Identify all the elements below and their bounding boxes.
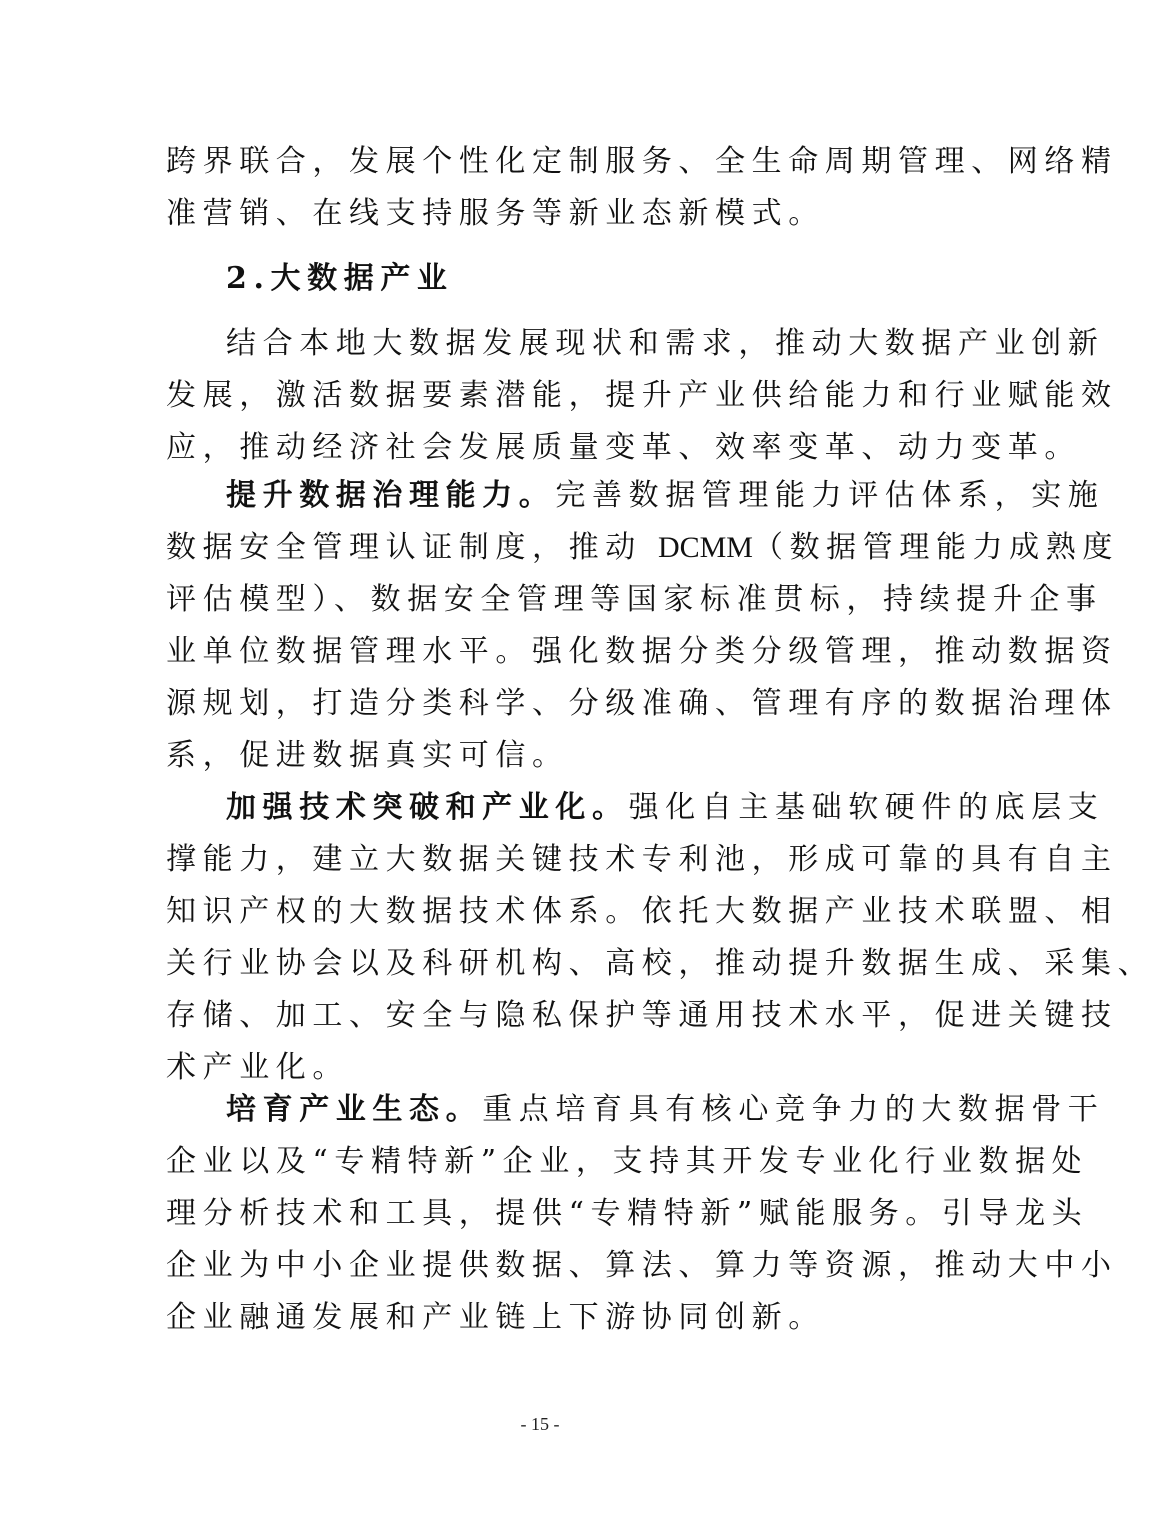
paragraph-1-line-2: 准营销、在线支持服务等新业态新模式。 <box>166 196 825 231</box>
paragraph-5-line-1 <box>226 1084 1105 1136</box>
paragraph-3-bold-lead: 提升数据治理能力。 <box>226 478 556 513</box>
paragraph-4-line-1 <box>226 782 1105 834</box>
paragraph-5-bold-lead: 培育产业生态。 <box>226 1092 483 1127</box>
paragraph-2-line-3: 应，推动经济社会发展质量变革、效率变革、动力变革。 <box>166 430 1081 465</box>
paragraph-2-line-1: 结合本地大数据发展现状和需求，推动大数据产业创新 <box>226 326 1105 361</box>
paragraph-3-line-6: 系，促进数据真实可信。 <box>166 738 569 773</box>
paragraph-4-line-3: 知识产权的大数据技术体系。依托大数据产业技术联盟、相 <box>166 894 1118 929</box>
paragraph-3-line-3: 评估模型）、数据安全管理等国家标准贯标，持续提升企事 <box>166 582 1103 617</box>
paragraph-4-line-6: 术产业化。 <box>166 1050 349 1085</box>
paragraph-3-line-1-rest: 完善数据管理能力评估体系，实施 <box>555 478 1105 513</box>
paragraph-3-line-4: 业单位数据管理水平。强化数据分类分级管理，推动数据资 <box>166 634 1118 669</box>
paragraph-3-line-1 <box>226 470 1105 522</box>
paragraph-3-line-5: 源规划，打造分类科学、分级准确、管理有序的数据治理体 <box>166 686 1118 721</box>
page-number: - 15 - <box>520 1414 560 1434</box>
paragraph-4-line-5: 存储、加工、安全与隐私保护等通用技术水平，促进关键技 <box>166 998 1118 1033</box>
paragraph-5-line-5: 企业融通发展和产业链上下游协同创新。 <box>166 1300 825 1335</box>
paragraph-5-line-2: 企业以及“专精特新”企业，支持其开发专业化行业数据处 <box>166 1144 1089 1179</box>
paragraph-3-line-2 <box>166 522 1119 574</box>
paragraph-2-line-2: 发展，激活数据要素潜能，提升产业供给能力和行业赋能效 <box>166 378 1118 413</box>
paragraph-3-line-2-before: 数据安全管理认证制度，推动 <box>166 530 658 565</box>
paragraph-4-line-4: 关行业协会以及科研机构、高校，推动提升数据生成、采集、 <box>166 946 1154 981</box>
section-heading: 2.大数据产业 <box>226 261 454 296</box>
paragraph-4-bold-lead: 加强技术突破和产业化。 <box>226 790 629 825</box>
paragraph-1-line-1: 跨界联合，发展个性化定制服务、全生命周期管理、网络精 <box>166 144 1118 179</box>
paragraph-5-line-4: 企业为中小企业提供数据、算法、算力等资源，推动大中小 <box>166 1248 1118 1283</box>
paragraph-5-line-1-rest: 重点培育具有核心竞争力的大数据骨干 <box>482 1092 1105 1127</box>
paragraph-5-line-3: 理分析技术和工具，提供“专精特新”赋能服务。引导龙头 <box>166 1196 1089 1231</box>
paragraph-3-line-2-after: （数据管理能力成熟度 <box>752 530 1119 565</box>
dcmm-code: DCMM <box>657 531 753 564</box>
paragraph-4-line-1-rest: 强化自主基础软硬件的底层支 <box>628 790 1105 825</box>
paragraph-4-line-2: 撑能力，建立大数据关键技术专利池，形成可靠的具有自主 <box>166 842 1118 877</box>
